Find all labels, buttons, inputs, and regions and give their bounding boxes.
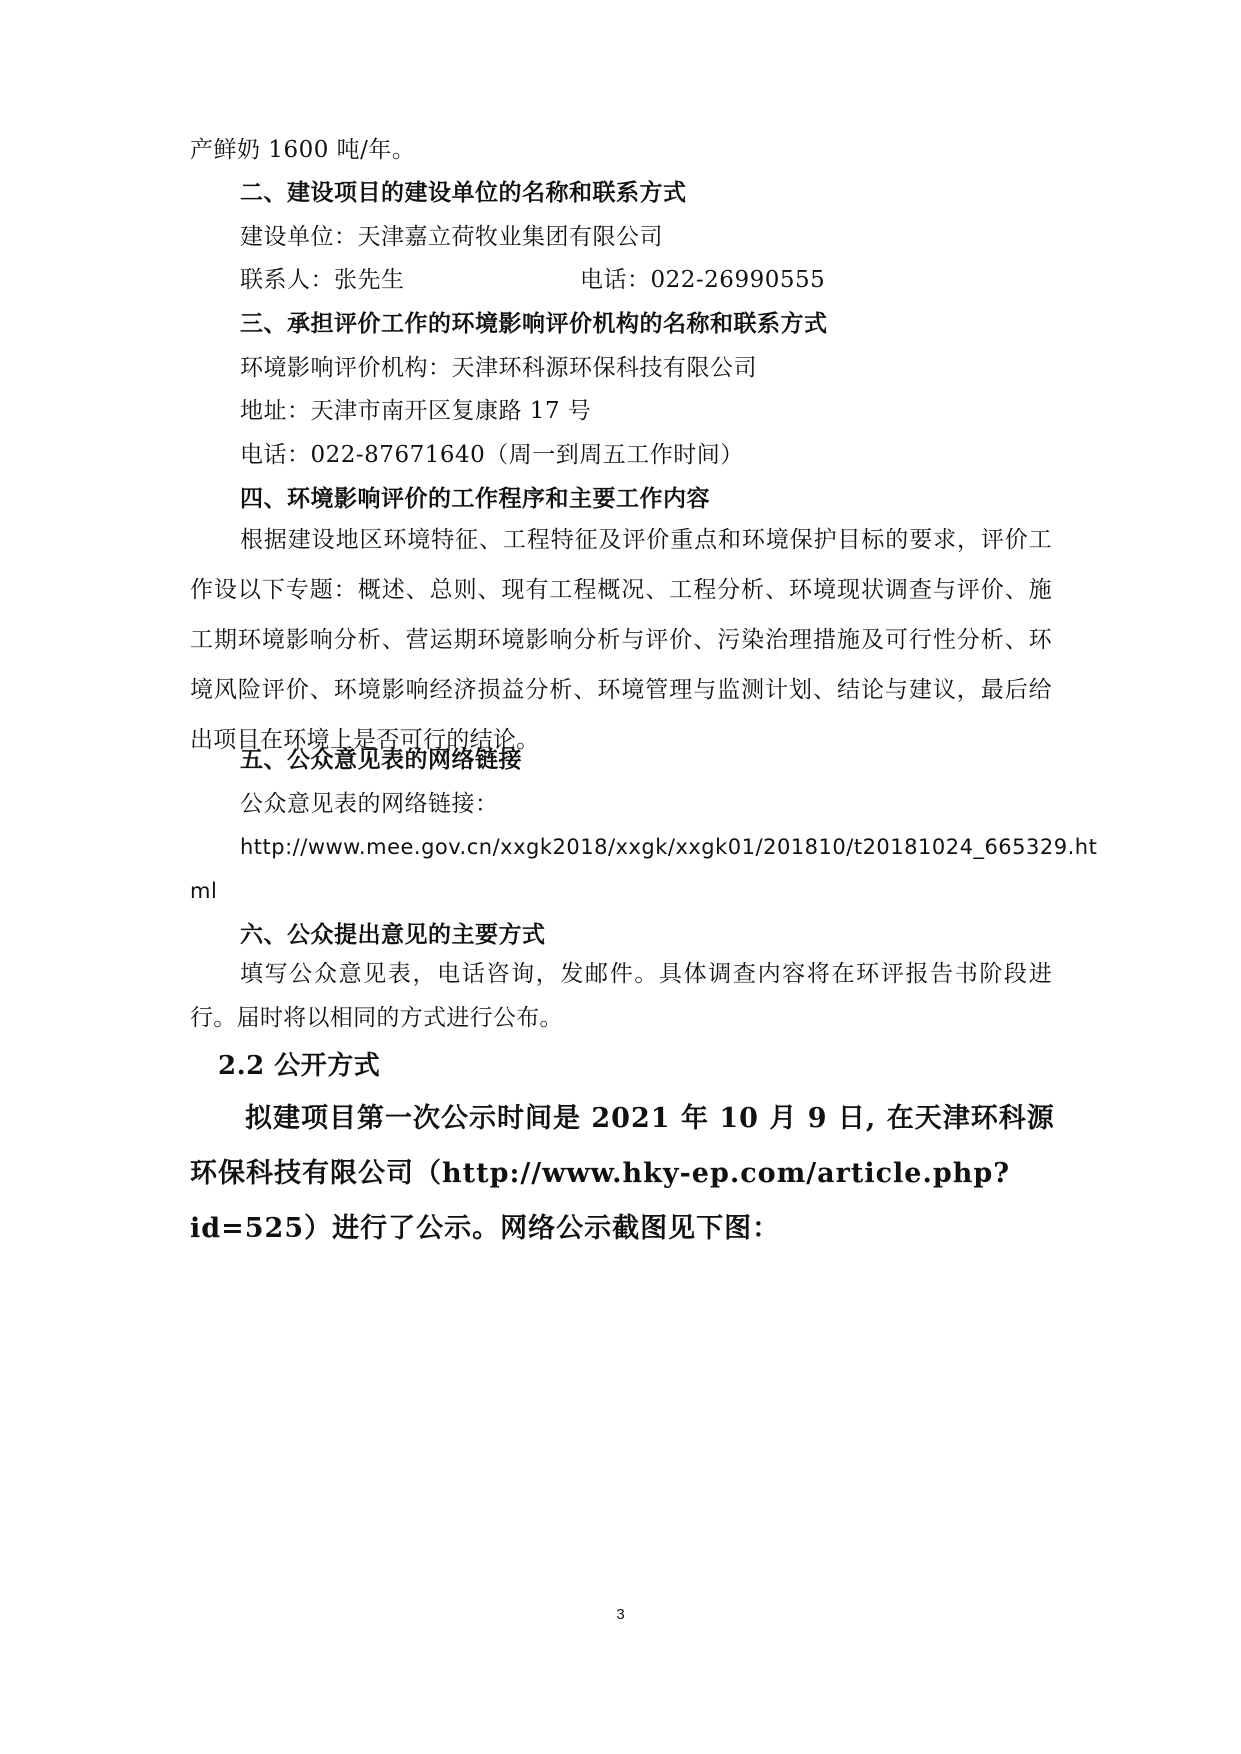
section-6-body: 填写公众意见表，电话咨询，发邮件。具体调查内容将在环评报告书阶段进行。届时将以相同的方式进行公布。 xyxy=(190,961,1052,1031)
section-5-heading: 五、公众意见表的网络链接 xyxy=(240,746,522,773)
section-2-heading: 二、建设项目的建设单位的名称和联系方式 xyxy=(240,179,687,206)
subsection-heading: 2.2 公开方式 xyxy=(218,1051,381,1081)
public-opinion-link-cont[interactable]: ml xyxy=(190,879,218,903)
continuation-line: 产鲜奶 1600 吨/年。 xyxy=(190,137,416,163)
section-4-body: 根据建设地区环境特征、工程特征及评价重点和环境保护目标的要求，评价工作设以下专题：概述、总则、现有工程概况、工程分析、环境现状调查与评价、施工期环境影响分析、营运期环境影响分析与评价、污染治理措施及可行性分析、环境风险评价、环境影响经济损益分析、环境管理与监测计划、结论与建议，最后给出项目在环境上是否可行的结论。 xyxy=(190,527,1052,753)
final-paragraph: 拟建项目第一次公示时间是 2021 年 10 月 9 日, 在天津环科源环保科技有限公司（http://www.hky-ep.com/article.php?id=525）进行了公示。网络公示截图见下图： xyxy=(190,1103,1055,1244)
section-5-label: 公众意见表的网络链接： xyxy=(240,791,499,817)
section-3-heading: 三、承担评价工作的环境影响评价机构的名称和联系方式 xyxy=(240,310,828,337)
section-4-heading: 四、环境影响评价的工作程序和主要工作内容 xyxy=(240,485,710,512)
section-6-heading: 六、公众提出意见的主要方式 xyxy=(240,921,546,948)
contact-person: 联系人：张先生 xyxy=(240,267,405,293)
builder-unit: 建设单位：天津嘉立荷牧业集团有限公司 xyxy=(240,224,663,250)
public-opinion-link[interactable]: http://www.mee.gov.cn/xxgk2018/xxgk/xxgk01/201810/t20181024_665329.ht xyxy=(240,835,1098,859)
contact-phone: 电话：022-26990555 xyxy=(580,267,826,293)
agency-address: 地址：天津市南开区复康路 17 号 xyxy=(240,398,592,424)
page-number: 3 xyxy=(616,1606,625,1623)
agency-phone: 电话：022-87671640（周一到周五工作时间） xyxy=(240,442,744,468)
eia-agency: 环境影响评价机构：天津环科源环保科技有限公司 xyxy=(240,355,757,381)
contact-row xyxy=(240,265,825,295)
